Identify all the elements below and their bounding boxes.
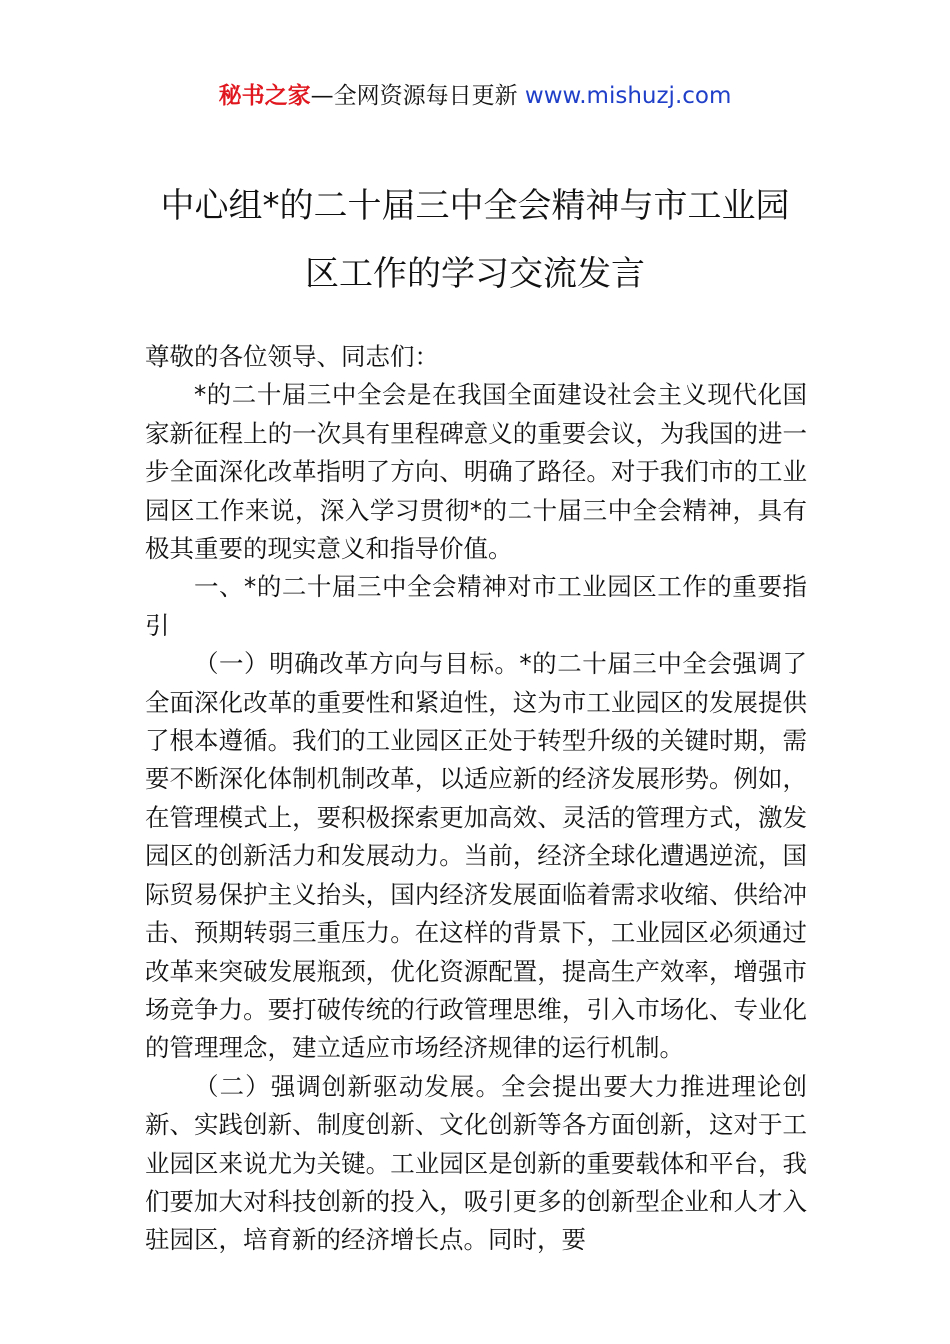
salutation: 尊敬的各位领导、同志们： [145, 342, 439, 371]
title-line-2: 区工作的学习交流发言 [305, 254, 645, 294]
site-header [0, 80, 950, 112]
brand-name: 秘书之家 [218, 83, 311, 109]
header-slogan: —全网资源每日更新 [310, 83, 518, 109]
document-body [145, 338, 807, 1260]
title-line-1: 中心组*的二十届三中全会精神与市工业园 [160, 186, 790, 226]
intro-paragraph: *的二十届三中全会是在我国全面建设社会主义现代化国家新征程上的一次具有里程碑意义的重要会议，为我国的进一步全面深化改革指明了方向、明确了路径。对于我们市的工业园区工作来说，深入学习贯彻*的二十届三中全会精神，具有极其重要的现实意义和指导价值。 [145, 380, 807, 564]
subsection-paragraph-2: （二）强调创新驱动发展。全会提出要大力推进理论创新、实践创新、制度创新、文化创新等各方面创新，这对于工业园区来说尤为关键。工业园区是创新的重要载体和平台，我们要加大对科技创新的投入，吸引更多的创新型企业和人才入驻园区，培育新的经济增长点。同时，要 [145, 1071, 807, 1255]
section-heading-1: 一、*的二十届三中全会精神对市工业园区工作的重要指引 [145, 572, 807, 640]
site-url-link[interactable]: www.mishuzj.com [524, 83, 732, 109]
subsection-paragraph-1: （一）明确改革方向与目标。*的二十届三中全会强调了全面深化改革的重要性和紧迫性，这为市工业园区的发展提供了根本遵循。我们的工业园区正处于转型升级的关键时期，需要不断深化体制机制改革，以适应新的经济发展形势。例如，在管理模式上，要积极探索更加高效、灵活的管理方式，激发园区的创新活力和发展动力。当前，经济全球化遭遇逆流，国际贸易保护主义抬头，国内经济发展面临着需求收缩、供给冲击、预期转弱三重压力。在这样的背景下，工业园区必须通过改革来突破发展瓶颈，优化资源配置，提高生产效率，增强市场竞争力。要打破传统的行政管理思维，引入市场化、专业化的管理理念，建立适应市场经济规律的运行机制。 [145, 649, 807, 1063]
document-title [110, 172, 840, 308]
